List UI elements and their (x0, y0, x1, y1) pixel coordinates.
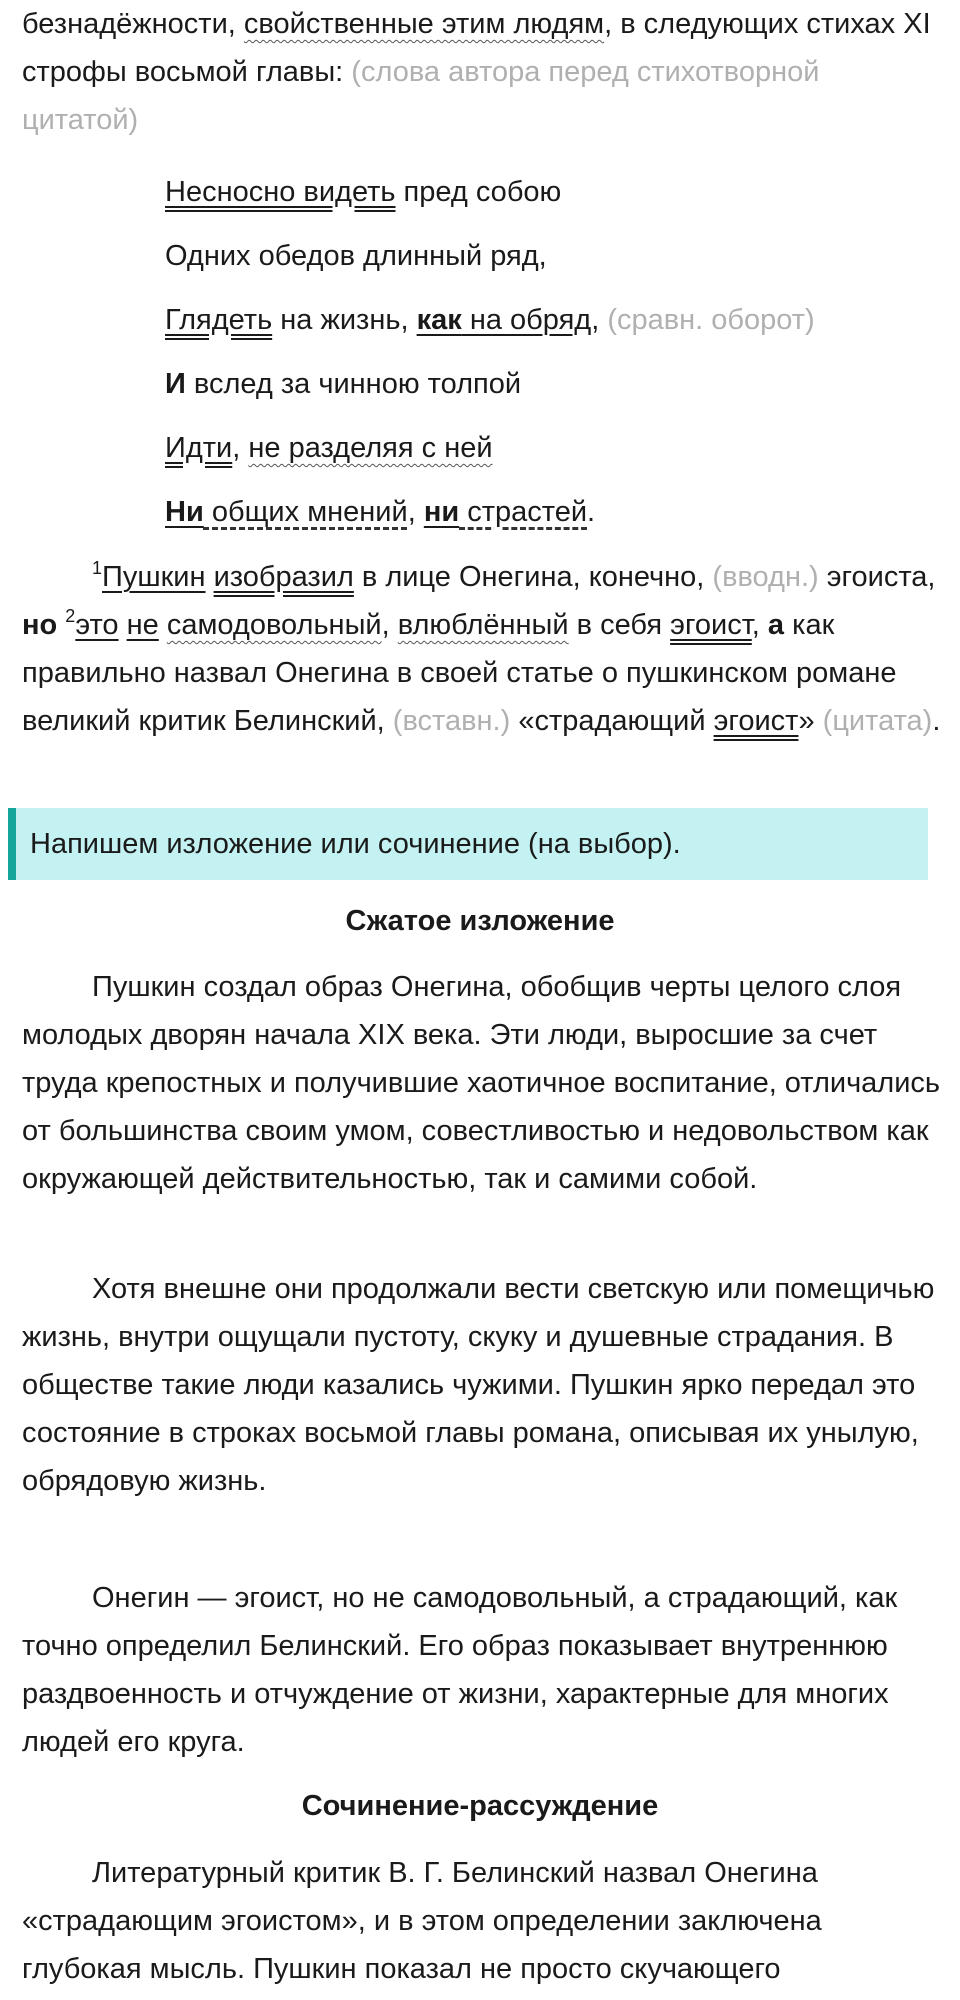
poem-text: , (232, 432, 249, 464)
poem-line (165, 416, 925, 480)
conjunction: Ни (165, 496, 204, 528)
attribute: самодовольный (166, 609, 382, 641)
text: как правильно назвал Онегина в своей статье о пушкинском романе великий критик Белинский, (22, 609, 897, 737)
object: общих мнений (203, 496, 408, 528)
poem-text: на жизнь, (272, 304, 417, 336)
poem-line (165, 288, 925, 352)
poem-text: , (591, 304, 608, 336)
text: эгоиста, (818, 561, 936, 593)
summary-paragraph: Пушкин создал образ Онегина, обобщив черты целого слоя молодых дворян начала XIX века. Эти люди, выросшие за счет труда крепостных и получившие хаотичное воспитание, отличались от большинства своим умом, совестливостью и недовольством как окружающей действительностью, так и самими собой. (22, 971, 941, 1195)
poem-quote (165, 160, 925, 544)
poem-text: вслед за чинною толпой (185, 368, 522, 400)
grammar-note: (цитата) (822, 705, 933, 737)
predicate: изобразил (213, 561, 354, 593)
poem-text: . (587, 496, 596, 528)
task-banner (8, 808, 928, 880)
intro-text: , в следующих стихах XI строфы восьмой главы: (22, 8, 931, 88)
essay-heading: Сочинение-рассуждение (301, 1790, 659, 1822)
text: , (751, 609, 768, 641)
predicate: Идти (165, 432, 233, 464)
poem-line (165, 224, 925, 288)
grammar-note: (вставн.) (392, 705, 511, 737)
text (159, 609, 167, 641)
conjunction: но (22, 609, 58, 641)
conjunction: ни (423, 496, 460, 528)
comparison-phrase: на обряд (461, 304, 592, 336)
attribute: влюблённый (397, 609, 569, 641)
text: «страдающий (510, 705, 714, 737)
adverbial-phrase: не разделяя с ней (248, 432, 493, 464)
predicate: эгоист (713, 705, 799, 737)
text: » (798, 705, 823, 737)
text: , (381, 609, 398, 641)
intro-paragraph (22, 0, 942, 144)
predicate: Глядеть (165, 304, 273, 336)
predicate: Несносно видеть (165, 176, 396, 208)
conjunction: а (767, 609, 785, 641)
conjunction: И (165, 368, 186, 400)
text: в себя (568, 609, 671, 641)
footnote-marker: 2 (65, 606, 76, 626)
poem-line (165, 160, 925, 224)
summary-paragraph: Онегин — эгоист, но не самодовольный, а страдающий, как точно определил Белинский. Его образ показывает внутреннюю раздвоенность и отчуждение от жизни, характерные для многих людей его круга. (22, 1582, 898, 1758)
poem-text: Одних обедов длинный ряд, (165, 240, 547, 272)
subject: Пушкин (102, 561, 206, 593)
participial-phrase: свойственные этим людям (243, 8, 605, 40)
summary-paragraph: Хотя внешне они продолжали вести светскую или помещичью жизнь, внутри ощущали пустоту, скуку и душевные страдания. В обществе такие люди казались чужими. Пушкин ярко передал это состояние в строках восьмой главы романа, описывая их унылую, обрядовую жизнь. (22, 1273, 935, 1497)
grammar-note: (вводн.) (712, 561, 819, 593)
object: страстей (459, 496, 588, 528)
poem-line (165, 352, 925, 416)
comparison-conjunction: как (416, 304, 462, 336)
poem-text: , (407, 496, 424, 528)
poem-text: пред собою (395, 176, 562, 208)
grammar-note: (сравн. оборот) (607, 304, 815, 336)
intro-text: безнадёжности, (22, 8, 244, 40)
footnote-marker: 1 (92, 558, 103, 578)
text (119, 609, 127, 641)
text: . (932, 705, 941, 737)
negation: не (126, 609, 159, 641)
text (206, 561, 214, 593)
text: в лице Онегина, конечно, (353, 561, 713, 593)
predicate: эгоист (670, 609, 752, 641)
poem-line (165, 480, 925, 544)
analysis-paragraph (22, 553, 942, 745)
task-text: Напишем изложение или сочинение (на выбор). (30, 828, 681, 860)
subject: это (75, 609, 119, 641)
summary-heading: Сжатое изложение (345, 905, 615, 937)
grammar-note: (слова автора перед стихотворной цитатой) (22, 56, 820, 136)
essay-paragraph: Литературный критик В. Г. Белинский назвал Онегина «страдающим эгоистом», и в этом определении заключена глубокая мысль. Пушкин показал не просто скучающего (22, 1857, 822, 1985)
